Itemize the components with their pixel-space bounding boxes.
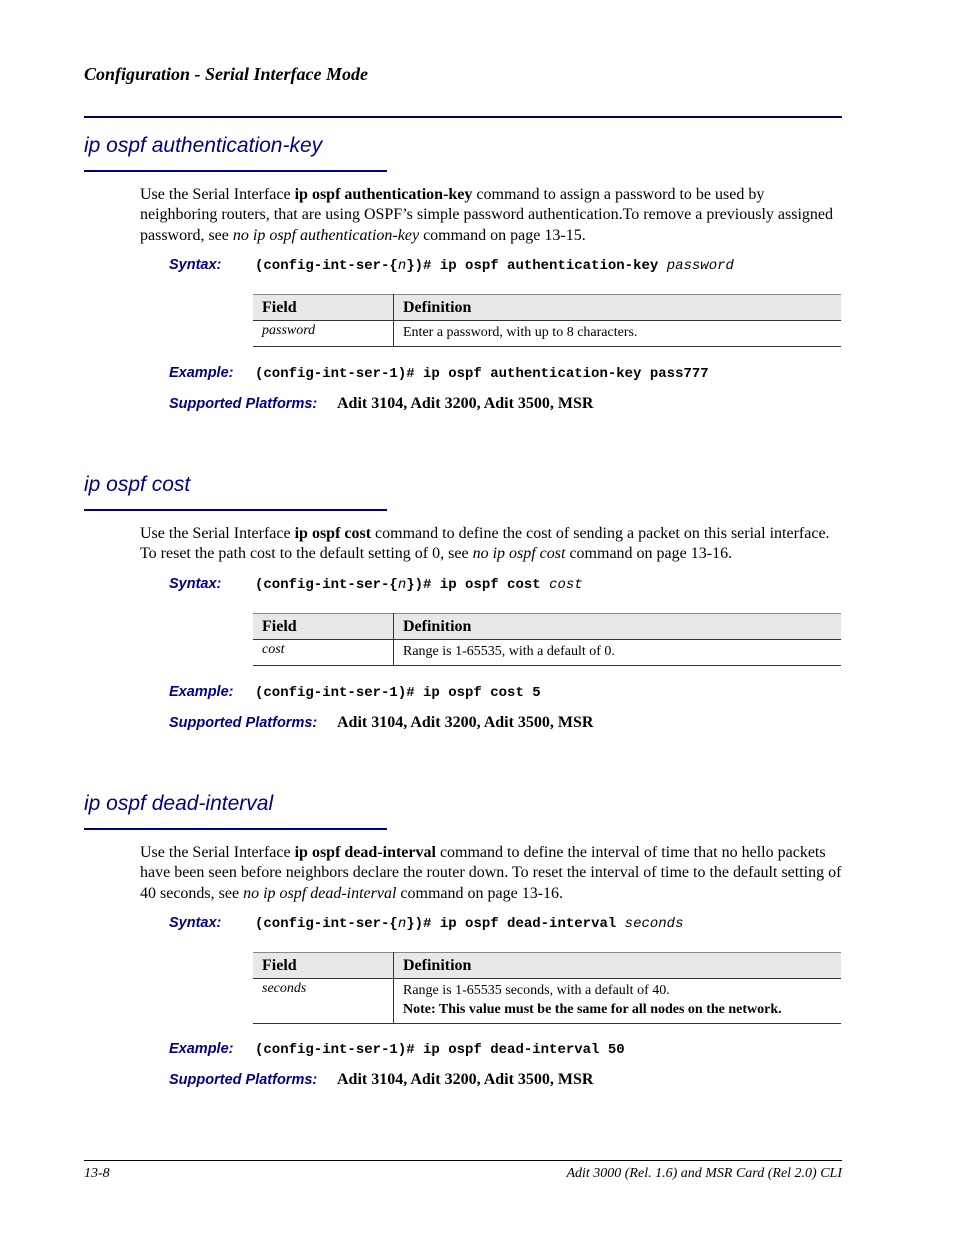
definition-text: Range is 1-65535 seconds, with a default of 40. xyxy=(403,983,670,998)
column-header-definition: Definition xyxy=(394,953,842,979)
field-definition-table xyxy=(253,952,841,1024)
definition-text: Enter a password, with up to 8 characters. xyxy=(403,325,638,340)
field-definition-table xyxy=(253,613,841,666)
definition-cell xyxy=(394,979,842,1024)
example-label: Example: xyxy=(169,684,234,700)
platforms-list: Adit 3104, Adit 3200, Adit 3500, MSR xyxy=(337,1071,594,1088)
running-header-title: Configuration - Serial Interface Mode xyxy=(84,64,369,84)
section-intro xyxy=(140,185,845,246)
syntax-argument: password xyxy=(666,258,734,274)
platforms-label: Supported Platforms: xyxy=(169,1072,318,1088)
syntax-command xyxy=(255,258,734,274)
definition-note: Note: This value must be the same for all nodes on the network. xyxy=(403,1002,782,1017)
intro-reference: no ip ospf cost xyxy=(472,545,566,563)
section-title-rule xyxy=(84,828,387,830)
platforms-list: Adit 3104, Adit 3200, Adit 3500, MSR xyxy=(337,395,594,412)
column-header-field: Field xyxy=(253,953,394,979)
intro-text: command to assign a password to be used by neighboring routers, that are using OSPF’s simple password authentication.To remove a previously assigned password, see xyxy=(140,186,833,244)
syntax-argument: cost xyxy=(549,577,583,593)
section-title: ip ospf cost xyxy=(84,473,191,496)
platforms-label: Supported Platforms: xyxy=(169,396,318,412)
intro-text: Use the Serial Interface xyxy=(140,844,295,861)
table-row xyxy=(253,979,841,1024)
intro-text: Use the Serial Interface xyxy=(140,186,295,203)
field-definition-table xyxy=(253,294,841,347)
intro-text: command on page 13-15. xyxy=(419,226,586,244)
intro-text: command to define the cost of sending a packet on this serial interface. To reset the path cost to the default setting of 0, see xyxy=(140,525,830,563)
syntax-prefix: (config-int-ser-{ xyxy=(255,577,398,593)
section-title: ip ospf dead-interval xyxy=(84,792,274,815)
syntax-body: })# ip ospf dead-interval xyxy=(406,916,625,932)
intro-command: ip ospf cost xyxy=(294,525,372,542)
syntax-variable: n xyxy=(397,577,407,593)
intro-text: command on page 13-16. xyxy=(565,545,733,563)
section-title-rule xyxy=(84,509,387,511)
platforms-list: Adit 3104, Adit 3200, Adit 3500, MSR xyxy=(337,714,594,731)
syntax-command xyxy=(255,577,583,593)
table-header-row xyxy=(253,295,841,321)
column-header-definition: Definition xyxy=(394,295,842,321)
field-cell: cost xyxy=(253,640,394,666)
example-command: (config-int-ser-1)# ip ospf dead-interval 50 xyxy=(255,1042,625,1058)
platforms-label: Supported Platforms: xyxy=(169,715,318,731)
table-header-row xyxy=(253,614,841,640)
syntax-body: })# ip ospf authentication-key xyxy=(406,258,667,274)
intro-text: command on page 13-16. xyxy=(396,884,564,902)
field-cell: password xyxy=(253,321,394,347)
example-command: (config-int-ser-1)# ip ospf cost 5 xyxy=(255,685,541,701)
column-header-field: Field xyxy=(253,614,394,640)
syntax-label: Syntax: xyxy=(169,257,222,273)
example-command: (config-int-ser-1)# ip ospf authentication-key pass777 xyxy=(255,366,709,382)
column-header-definition: Definition xyxy=(394,614,842,640)
intro-reference: no ip ospf authentication-key xyxy=(232,226,420,244)
syntax-prefix: (config-int-ser-{ xyxy=(255,916,398,932)
page-number: 13-8 xyxy=(84,1166,110,1181)
section-title: ip ospf authentication-key xyxy=(84,134,323,157)
intro-reference: no ip ospf dead-interval xyxy=(243,884,397,902)
example-label: Example: xyxy=(169,1041,234,1057)
definition-cell xyxy=(394,321,842,347)
intro-command: ip ospf authentication-key xyxy=(294,186,473,203)
example-label: Example: xyxy=(169,365,234,381)
table-header-row xyxy=(253,953,841,979)
field-cell: seconds xyxy=(253,979,394,1024)
footer-document-title: Adit 3000 (Rel. 1.6) and MSR Card (Rel 2.0) CLI xyxy=(566,1166,842,1181)
intro-text: command to define the interval of time that no hello packets have been seen before neighbors declare the router down. To reset the interval of time to the default setting of 40 seconds, see xyxy=(140,844,842,902)
syntax-prefix: (config-int-ser-{ xyxy=(255,258,398,274)
syntax-label: Syntax: xyxy=(169,576,222,592)
syntax-command xyxy=(255,916,683,932)
definition-text: Range is 1-65535, with a default of 0. xyxy=(403,644,615,659)
syntax-variable: n xyxy=(397,258,407,274)
footer-rule xyxy=(84,1160,842,1161)
table-row xyxy=(253,640,841,666)
intro-text: Use the Serial Interface xyxy=(140,525,295,542)
syntax-argument: seconds xyxy=(624,916,684,932)
column-header-field: Field xyxy=(253,295,394,321)
section-intro xyxy=(140,524,845,565)
intro-command: ip ospf dead-interval xyxy=(294,844,436,861)
section-title-rule xyxy=(84,170,387,172)
definition-cell xyxy=(394,640,842,666)
section-intro xyxy=(140,843,845,904)
header-rule xyxy=(84,116,842,118)
syntax-variable: n xyxy=(397,916,407,932)
syntax-body: })# ip ospf cost xyxy=(406,577,550,593)
table-row xyxy=(253,321,841,347)
syntax-label: Syntax: xyxy=(169,915,222,931)
